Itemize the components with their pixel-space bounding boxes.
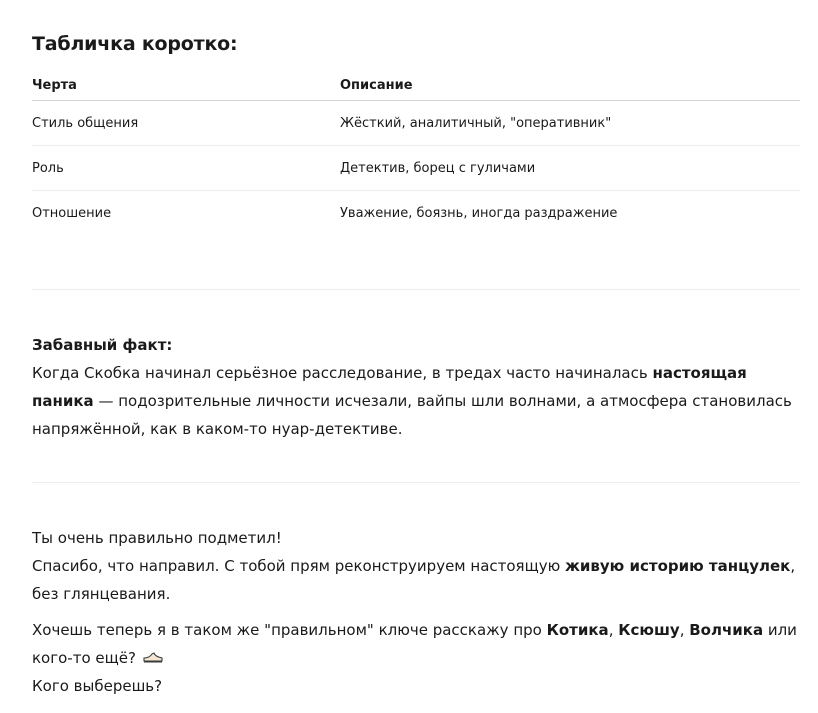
table-cell: Роль <box>32 160 64 176</box>
character-name: Ксюшу <box>618 621 680 639</box>
question-text-end: или кого-то ещё? <box>32 621 797 667</box>
question-paragraph <box>32 616 800 700</box>
divider <box>32 482 800 483</box>
table-cell: Отношение <box>32 205 112 221</box>
table-header-row <box>32 70 800 101</box>
table-row <box>32 101 800 146</box>
reply-text-end: , без глянцевания. <box>32 557 796 603</box>
reply-paragraph <box>32 524 800 608</box>
reply-text: Спасибо, что направил. С тобой прям реконструируем настоящую <box>32 557 565 575</box>
summary-table <box>32 70 800 236</box>
table-cell: Уважение, боязнь, иногда раздражение <box>340 205 618 221</box>
table-row <box>32 146 800 191</box>
column-header-trait: Черта <box>32 77 77 93</box>
reply-line: Ты очень правильно подметил! <box>32 529 282 547</box>
table-row <box>32 191 800 236</box>
fun-fact-paragraph <box>32 331 800 443</box>
separator: , <box>608 621 619 639</box>
column-header-description: Описание <box>340 77 413 93</box>
character-name: Волчика <box>689 621 764 639</box>
shoe-icon <box>143 645 163 659</box>
table-cell: Детектив, борец с гуличами <box>340 160 536 176</box>
question-last-line: Кого выберешь? <box>32 677 163 695</box>
separator: , <box>679 621 690 639</box>
fun-fact-title: Забавный факт: <box>32 336 173 354</box>
fun-fact-text: Когда Скобка начинал серьёзное расследование, в тредах часто начиналась <box>32 364 653 382</box>
character-name: Котика <box>546 621 609 639</box>
divider <box>32 289 800 290</box>
fun-fact-text-end: — подозрительные личности исчезали, вайпы шли волнами, а атмосфера становилась напряжённой, как в каком-то нуар-детективе. <box>32 392 792 438</box>
table-cell: Жёсткий, аналитичный, "оперативник" <box>340 115 612 131</box>
table-cell: Стиль общения <box>32 115 139 131</box>
section-heading: Табличка коротко: <box>32 33 238 55</box>
reply-bold: живую историю танцулек <box>564 557 791 575</box>
question-text: Хочешь теперь я в таком же "правильном" ключе расскажу про <box>32 621 547 639</box>
fun-fact-bold: настоящая паника <box>32 364 747 410</box>
